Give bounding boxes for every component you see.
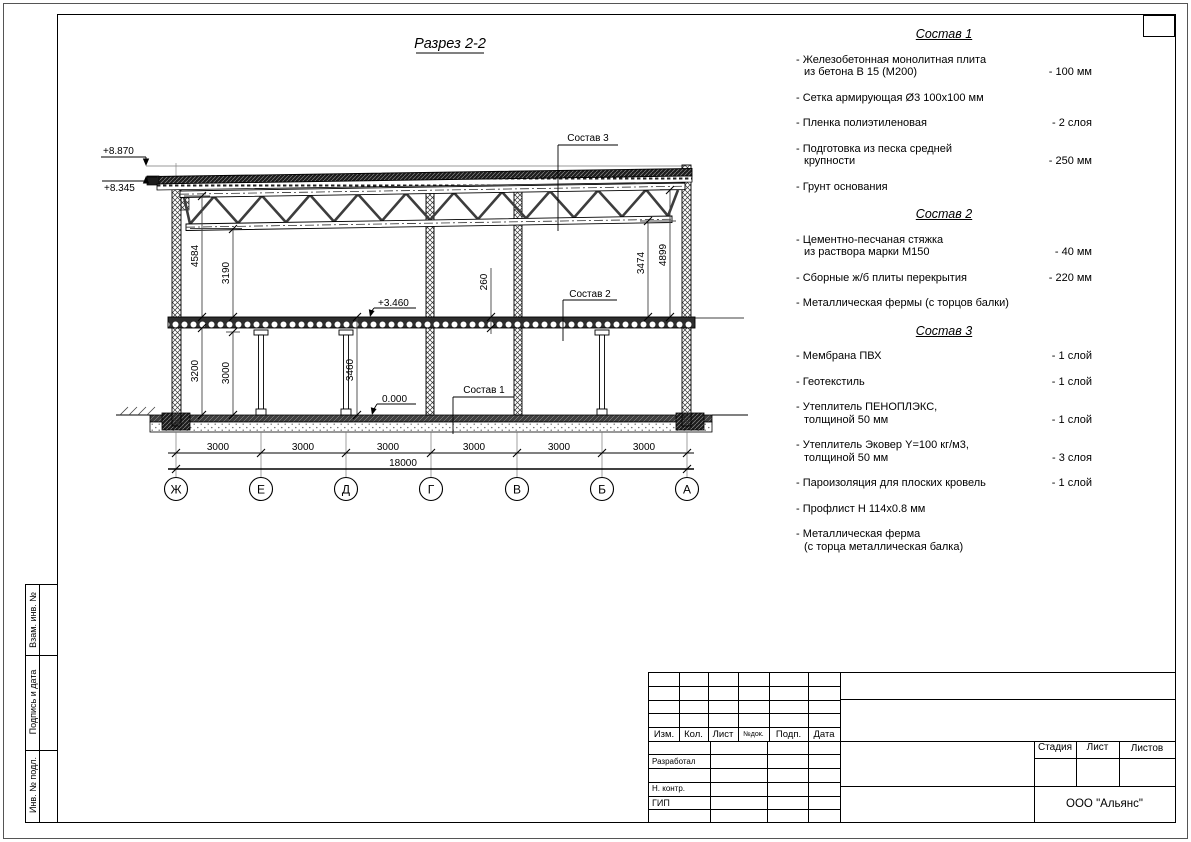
tb-company: ООО "Альянс" [1066,798,1143,810]
spec-row: - Пароизоляция для плоских кровель - 1 слой [796,477,1092,489]
dim-3474: 3474 [636,251,647,275]
spec1-title: Состав 1 [915,27,973,41]
axis-g: Г [427,482,435,497]
margin-stamp [25,584,58,823]
dim-3190: 3190 [221,261,232,285]
dim-bay-2: 3000 [291,442,315,453]
spec-row: - Металлическая ферма (с торца металлическая балка) [796,528,964,553]
spec-row: - Мембрана ПВХ - 1 слой [796,350,1092,362]
dim-4584: 4584 [190,244,201,268]
horizontal-dimensions [168,432,694,477]
axis-b: Б [598,482,606,497]
spec-row: - Металлическая фермы (с торцов балки) [796,297,1009,309]
leader-sostav2: Состав 2 [569,289,611,300]
dim-total-18000: 18000 [389,458,417,469]
spec-row: - Железобетонная монолитная плита из бетона В 15 (М200) - 100 мм [796,53,1092,78]
floor-slab [168,317,695,328]
tb-col-izm: Изм. [653,729,675,740]
spec-row: - Цементно-песчаная стяжка из раствора марки М150 - 40 мм [796,233,1092,258]
dim-bay-1: 3000 [206,442,230,453]
dim-260: 260 [479,273,490,291]
spec-row: - Сетка армирующая Ø3 100х100 мм [796,91,984,104]
spec-row: - Утеплитель ПЕНОПЛЭКС, толщиной 50 мм - 1 слой [796,401,1092,426]
spec-row: - Утеплитель Эковер Y=100 кг/м3, толщиной 50 мм - 3 слоя [796,439,1092,464]
elev-8345: +8.345 [104,183,135,194]
tb-row-developed: Разработал [652,757,696,766]
doc-number-box [1143,15,1175,37]
axis-v: В [512,482,522,497]
tb-col-data: Дата [813,729,835,740]
spec-lists [796,28,1092,553]
axis-a: А [682,482,692,497]
section-drawing [0,0,780,530]
dim-bay-5: 3000 [547,442,571,453]
drawing-title [414,36,486,53]
spec-row: - Сборные ж/б плиты перекрытия - 220 мм [796,271,1092,284]
elev-8870: +8.870 [103,146,134,157]
axis-d: Д [341,482,351,497]
tb-col-kol: Кол. [684,729,703,740]
dim-bay-6: 3000 [632,442,656,453]
tb-col-podp: Подп. [775,729,802,740]
spec3-title: Состав 3 [915,323,973,338]
leader-sostav3: Состав 3 [567,133,609,144]
walls-and-columns [172,165,691,426]
dim-3200: 3200 [190,359,201,383]
tb-col-list: Лист [712,729,734,740]
tb-sheet: Лист [1086,742,1109,753]
title-block [648,672,1176,823]
dim-bay-4: 3000 [462,442,486,453]
leader-sostav1: Состав 1 [463,385,505,396]
tb-col-ndok: №док. [743,731,764,738]
spec2-title: Состав 2 [915,207,973,221]
axis-zh: Ж [170,482,182,497]
wall-right [682,165,691,426]
spec-row: - Геотекстиль - 1 слой [796,375,1092,388]
elev-3460: +3.460 [378,298,409,309]
axis-e: Е [256,482,266,497]
wall-left [172,184,181,426]
tb-sheets: Листов [1130,743,1164,754]
dim-4899: 4899 [658,243,669,267]
dim-3460: 3460 [345,358,356,382]
stamp-label-vzam: Взам. инв. № [28,592,38,648]
tb-row-gip: ГИП [652,798,670,808]
spec-row: - Грунт основания [796,180,888,193]
dim-bay-3: 3000 [376,442,400,453]
stamp-label-podpis: Подпись и дата [28,669,38,735]
elev-0000: 0.000 [382,394,408,405]
axis-bubbles [165,478,699,501]
spec-row: - Подготовка из песка средней крупности - 250 мм [796,142,1092,167]
tb-stage: Стадия [1037,742,1073,753]
tb-row-ncontrol: Н. контр. [652,784,686,793]
spec-row: - Профлист Н 114х0.8 мм [796,502,926,515]
section-title-text: Разрез 2-2 [414,36,486,52]
stamp-label-inv: Инв. № подл. [28,756,38,814]
spec-row: - Пленка полиэтиленовая - 2 слоя [796,117,1092,129]
dim-3000-vert: 3000 [221,361,232,385]
